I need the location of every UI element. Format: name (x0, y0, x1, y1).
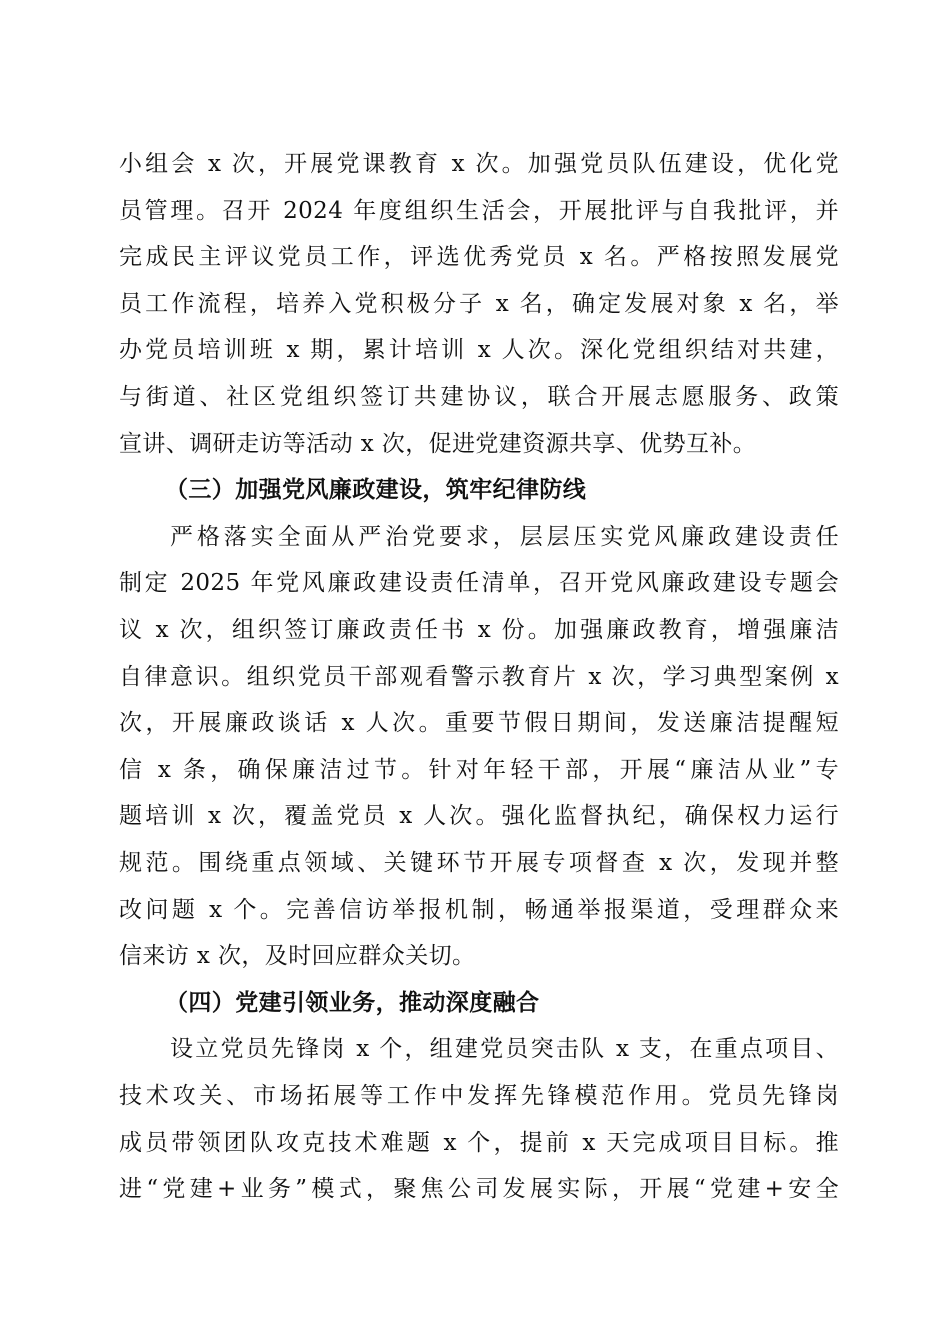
paragraph-line: 与街道、社区党组织签订共建协议，联合开展志愿服务、政策 (119, 384, 839, 410)
paragraph-line: 严格落实全面从严治党要求，层层压实党风廉政建设责任 (170, 523, 839, 550)
section-heading: （三）加强党风廉政建设，筑牢纪律防线 (165, 476, 587, 504)
paragraph-line: 员工作流程，培养入党积极分子 x 名，确定发展对象 x 名，举 (119, 290, 839, 317)
paragraph-line: 次，开展廉政谈话 x 人次。重要节假日期间，发送廉洁提醒短 (119, 710, 839, 737)
paragraph-line: 宣讲、调研走访等活动 x 次，促进党建资源共享、优势互补。 (119, 430, 757, 457)
paragraph-line: 成员带领团队攻克技术难题 x 个，提前 x 天完成项目目标。推 (119, 1129, 839, 1156)
paragraph-line: 信来访 x 次，及时回应群众关切。 (119, 943, 476, 970)
paragraph-line: 设立党员先锋岗 x 个，组建党员突击队 x 支，在重点项目、 (170, 1036, 839, 1063)
paragraph-line: 员管理。召开 2024 年度组织生活会，开展批评与自我批评，并 (119, 197, 839, 224)
paragraph-line: 改问题 x 个。完善信访举报机制，畅通举报渠道，受理群众来 (119, 896, 839, 923)
paragraph-line: 议 x 次，组织签订廉政责任书 x 份。加强廉政教育，增强廉洁 (119, 617, 839, 643)
paragraph-line: 规范。围绕重点领域、关键环节开展专项督查 x 次，发现并整 (119, 850, 839, 876)
paragraph-line: 制定 2025 年党风廉政建设责任清单，召开党风廉政建设专题会 (119, 570, 839, 597)
paragraph-line: 办党员培训班 x 期，累计培训 x 人次。深化党组织结对共建， (119, 337, 839, 364)
paragraph-line: 技术攻关、市场拓展等工作中发挥先锋模范作用。党员先锋岗 (119, 1083, 839, 1109)
paragraph-line: 进“党建+业务”模式，聚焦公司发展实际，开展“党建+安全 (119, 1176, 839, 1203)
paragraph-line: 题培训 x 次，覆盖党员 x 人次。强化监督执纪，确保权力运行 (119, 803, 839, 830)
paragraph-line: 信 x 条，确保廉洁过节。针对年轻干部，开展“廉洁从业”专 (119, 756, 839, 783)
paragraph-line: 小组会 x 次，开展党课教育 x 次。加强党员队伍建设，优化党 (119, 151, 839, 177)
paragraph-line: 完成民主评议党员工作，评选优秀党员 x 名。严格按照发展党 (119, 244, 839, 271)
section-heading: （四）党建引领业务，推动深度融合 (165, 988, 540, 1016)
paragraph-line: 自律意识。组织党员干部观看警示教育片 x 次，学习典型案例 x (119, 663, 839, 690)
